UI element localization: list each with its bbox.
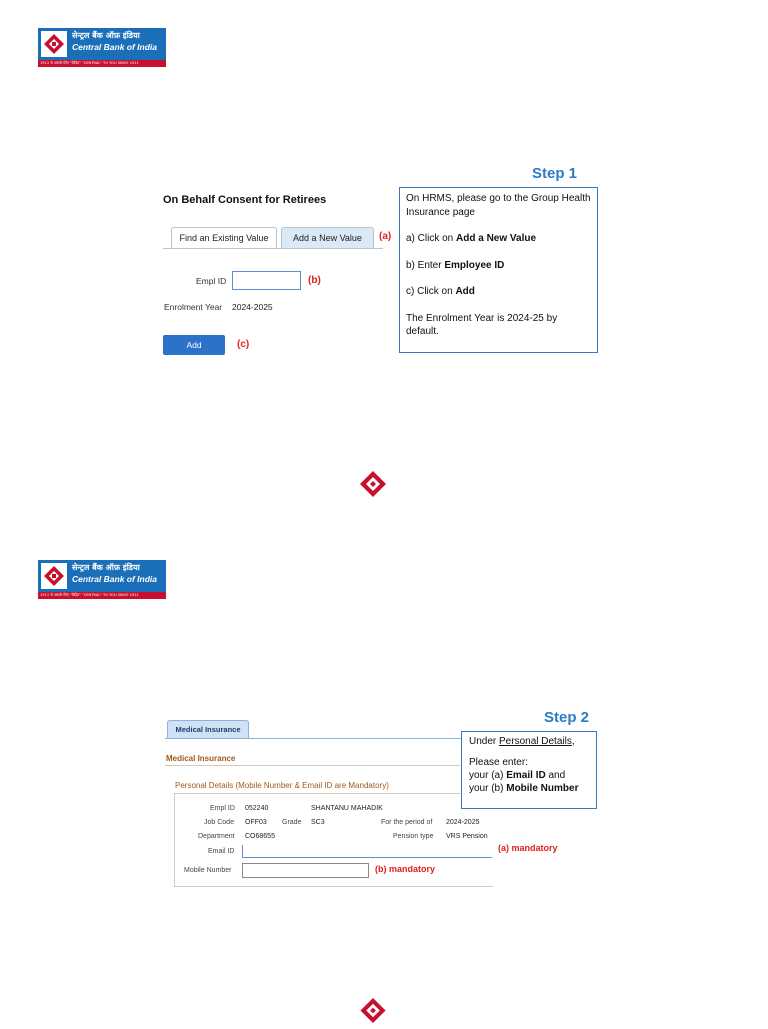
tab-add-label: Add a New Value [293,233,362,243]
step-2-callout: Under Personal Details, Please enter: your (a) Email ID and your (b) Mobile Number [461,731,597,809]
enrolment-year-label: Enrolment Year [164,302,223,312]
logo-english-name: Central Bank of India [72,574,158,584]
email-id-label: Email ID [208,848,235,855]
grade-label: Grade [282,819,302,826]
job-code-value: OFF03 [245,819,267,826]
callout-please-enter: Please enter: [469,757,528,768]
bank-logo-bottom [38,560,166,600]
form-title: On Behalf Consent for Retirees [163,194,327,206]
annotation-b: (b) [308,275,321,286]
bank-logo-top [38,28,166,68]
personal-details-title: Personal Details (Mobile Number & Email ID are Mandatory) [175,781,389,790]
bank-emblem-icon [41,563,67,589]
tab-add-new-value[interactable] [281,227,374,248]
callout-intro: On HRMS, please go to the Group Health Insurance page [406,193,591,218]
pension-type-label: Pension type [393,833,434,840]
callout-b-bold: Employee ID [444,259,505,271]
callout-c-bold: Add [455,286,475,297]
logo-tagline: 1911 से आपके लिए "केंद्रित" "CENTRAL" TO YOU SINCE 1911 [40,593,139,597]
callout-mobile-bold: Mobile Number [506,783,579,794]
employee-name: SHANTANU MAHADIK [311,805,383,812]
logo-hindi-name: सेन्ट्रल बैंक ऑफ़ इंडिया [72,563,140,572]
enrolment-year-value: 2024-2025 [232,302,273,312]
department-value: CO68655 [245,833,275,840]
department-label: Department [198,833,235,840]
period-value: 2024-2025 [446,819,480,826]
logo-english-name: Central Bank of India [72,42,158,52]
email-id-input[interactable] [242,845,492,858]
mobile-number-label: Mobile Number [184,867,232,874]
step-1-heading: Step 1 [532,165,578,182]
callout-email-bold: Email ID [506,770,546,781]
logo-hindi-name: सेन्ट्रल बैंक ऑफ़ इंडिया [72,31,140,40]
step-2-heading: Step 2 [544,709,590,726]
annotation-c: (c) [237,339,250,350]
mobile-number-input[interactable] [242,863,369,878]
annotation-mobile-mandatory: (b) mandatory [375,864,436,874]
callout-a-bold: Add a New Value [456,233,537,244]
job-code-label: Job Code [204,819,234,826]
callout-personal-details: Personal Details [499,736,572,747]
annotation-email-mandatory: (a) mandatory [498,843,558,853]
pension-type-value: VRS Pension [446,833,488,840]
step-1-callout: On HRMS, please go to the Group Health Insurance page a) Click on Add a New Value b) Enter Employee ID c) Click on Add The Enrolment Year is 2024-25 by default. [399,187,598,353]
footer-emblem-icon [359,470,387,503]
callout-note: The Enrolment Year is 2024-25 by default. [406,312,558,337]
tab-medical-insurance[interactable]: Medical Insurance [167,720,249,739]
tab-find-existing-value[interactable] [171,227,277,248]
tab-find-label: Find an Existing Value [179,233,269,243]
bank-emblem-icon [41,31,67,57]
section-title-medical-insurance: Medical Insurance [166,754,236,763]
empl-id-value: 052240 [245,805,269,812]
grade-value: SC3 [311,819,325,826]
empl-id-label: Empl ID [196,276,227,286]
add-button[interactable]: Add [163,335,225,355]
logo-tagline: 1911 से आपके लिए "केंद्रित" "CENTRAL" TO YOU SINCE 1911 [40,61,139,65]
footer-emblem-icon [359,997,387,1029]
empl-id-input[interactable] [232,271,301,290]
annotation-a: (a) [379,231,392,242]
empl-id-label: Empl ID [210,805,235,812]
period-label: For the period of [381,819,433,826]
